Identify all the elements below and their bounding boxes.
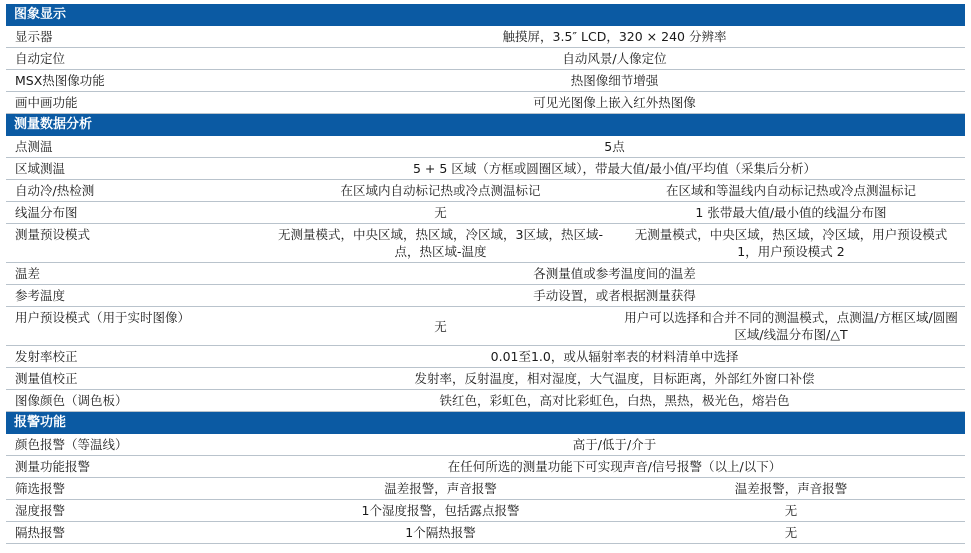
row-value: 各测量值或参考温度间的温差 (533, 266, 696, 281)
table-row (6, 390, 965, 412)
row-value-model-b: 无测量模式，中央区域，热区域，冷区域，用户预设模式 1，用户预设模式 2 (634, 227, 948, 259)
table-row (6, 456, 965, 478)
table-row (6, 263, 965, 285)
table-row (6, 70, 965, 92)
row-label: 测量功能报警 (15, 459, 91, 474)
table-row (6, 368, 965, 390)
row-label: 自动定位 (15, 51, 66, 66)
row-label: 区域测温 (15, 161, 66, 176)
row-value-model-a: 1个隔热报警 (405, 525, 476, 540)
section-header-alarm-functions: 报警功能 (6, 412, 965, 434)
row-label: MSX热图像功能 (15, 73, 105, 88)
row-value-model-b: 无 (784, 503, 798, 518)
row-value: 可见光图像上嵌入红外热图像 (533, 95, 696, 110)
table-row (6, 478, 965, 500)
row-label: 筛选报警 (15, 481, 66, 496)
table-row (6, 92, 965, 114)
row-label: 画中画功能 (15, 95, 78, 110)
row-label: 线温分布图 (15, 205, 78, 220)
row-value-model-b: 无 (784, 525, 798, 540)
row-value-model-a: 无 (434, 318, 447, 334)
row-value: 自动风景/人像定位 (562, 51, 667, 66)
row-label: 颜色报警（等温线） (15, 437, 128, 452)
table-row (6, 434, 965, 456)
table-row (6, 26, 965, 48)
row-label: 湿度报警 (15, 503, 66, 518)
row-label: 隔热报警 (15, 525, 66, 540)
row-label: 点测温 (15, 139, 53, 154)
row-label: 用户预设模式（用于实时图像） (15, 310, 191, 325)
row-value: 5 + 5 区域（方框或圆圈区域），带最大值/最小值/平均值（采集后分析） (413, 161, 816, 176)
section-header-image-display: 图象显示 (6, 4, 965, 26)
table-row (6, 224, 965, 263)
row-value: 在任何所选的测量功能下可实现声音/信号报警（以上/以下） (447, 459, 782, 474)
table-row (6, 500, 965, 522)
row-value-model-a: 温差报警，声音报警 (384, 481, 497, 496)
row-label: 温差 (15, 266, 41, 281)
row-value: 0.01至1.0，或从辐射率表的材料清单中选择 (490, 349, 739, 364)
row-label: 发射率校正 (15, 349, 78, 364)
row-value: 热图像细节增强 (570, 73, 659, 88)
row-label: 显示器 (15, 29, 53, 44)
row-value: 铁红色，彩虹色，高对比彩虹色，白热，黑热，极光色，熔岩色 (439, 393, 790, 408)
table-row (6, 158, 965, 180)
row-label: 图像颜色（调色板） (15, 393, 128, 408)
row-value: 高于/低于/介于 (572, 437, 657, 452)
row-label: 测量预设模式 (15, 227, 91, 242)
row-value: 5点 (604, 139, 625, 154)
row-value-model-a: 在区域内自动标记热或冷点测温标记 (340, 183, 541, 198)
row-label: 参考温度 (15, 288, 66, 303)
table-row (6, 48, 965, 70)
row-value-model-b: 用户可以选择和合并不同的测温模式，点测温/方框区域/圆圈区域/线温分布图/△T (624, 310, 958, 342)
table-row (6, 522, 965, 544)
spec-table (6, 4, 965, 544)
row-value: 手动设置，或者根据测量获得 (533, 288, 696, 303)
table-row (6, 346, 965, 368)
table-row (6, 180, 965, 202)
table-row (6, 136, 965, 158)
row-value-model-b: 温差报警，声音报警 (734, 481, 848, 496)
row-value-model-b: 在区域和等温线内自动标记热或冷点测温标记 (665, 183, 916, 198)
row-value: 发射率，反射温度，相对湿度，大气温度，目标距离，外部红外窗口补偿 (414, 371, 815, 386)
row-value: 触摸屏，3.5″ LCD，320 × 240 分辨率 (502, 29, 727, 44)
row-value-model-b: 1 张带最大值/最小值的线温分布图 (695, 205, 887, 220)
row-value-model-a: 无 (434, 205, 447, 220)
row-label: 自动冷/热检测 (15, 183, 95, 198)
section-header-measurement-analysis: 测量数据分析 (6, 114, 965, 136)
table-row (6, 202, 965, 224)
row-value-model-a: 1个湿度报警，包括露点报警 (361, 503, 520, 518)
table-row (6, 307, 965, 346)
row-value-model-a: 无测量模式，中央区域，热区域，冷区域，3区域，热区域-点，热区域-温度 (278, 227, 603, 259)
row-label: 测量值校正 (15, 371, 78, 386)
table-row (6, 285, 965, 307)
